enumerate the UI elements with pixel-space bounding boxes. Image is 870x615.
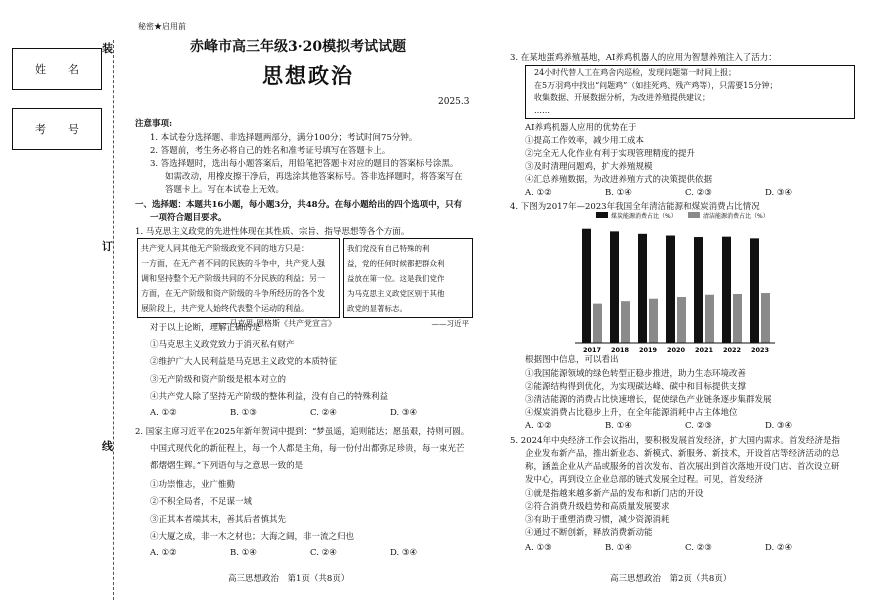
scenario-line: …… [534, 105, 550, 115]
exam-number-field[interactable] [12, 108, 102, 150]
q1-item: ③无产阶级和资产阶级是根本对立的 [150, 375, 287, 385]
q2-options [150, 548, 470, 558]
q2-stem-line: 中国式现代化的新征程上，每一个人都是主角，每一份付出都弥足珍贵，每一束光芒 [150, 444, 465, 454]
exam-date: 2025.3 [438, 97, 470, 107]
binding-char: 线 [102, 440, 113, 453]
quote-line: 展阶段上，共产党人始终代表整个运动的利益。 [141, 304, 309, 313]
quote-source: ——马克思 恩格斯《共产党宣言》 [213, 319, 336, 328]
q2-item: ④大厦之成，非一木之材也；大海之阔，非一流之归也 [150, 532, 355, 542]
bar-clean-2018 [621, 301, 630, 343]
quote-line: 益放在第一位。这是我们党作 [347, 274, 445, 283]
bar-coal-2021 [694, 237, 703, 343]
note-item: 2. 答题前，考生务必将自己的姓名和准考证号填写在答题卡上。 [150, 146, 391, 156]
q3-item: ④汇总养殖数据，为改进养殖方式的决策提供依据 [525, 175, 713, 185]
q2-item: ①功崇惟志，业广惟勤 [150, 480, 236, 490]
bar-clean-2017 [593, 304, 602, 343]
option-b[interactable]: B. ①④ [605, 421, 632, 431]
option-a[interactable]: A. ①② [525, 188, 552, 198]
note-item: 3. 答选择题时，选出每小题答案后，用铅笔把答题卡对应的题目的答案标号涂黑。 [150, 159, 459, 169]
quote-line: 政党的显著标志。 [347, 304, 407, 313]
quote-line: 方面，在无产阶级和资产阶级的斗争所经历的各个发 [141, 289, 325, 298]
q5-item: ④通过不断创新，释放消费新动能 [525, 528, 653, 538]
q4-ask: 根据图中信息，可以看出 [525, 355, 619, 365]
x-tick-label: 2018 [610, 346, 630, 354]
note-item: 如需改动，用橡皮擦干净后，再选涂其他答案标号。答非选择题时，将答案写在 [165, 172, 463, 182]
quote-line: 调和坚持整个无产阶级共同的不分民族的利益；另一 [141, 274, 325, 283]
q1-stem: 1. 马克思主义政党的先进性体现在其性质、宗旨、指导思想等各个方面。 [135, 227, 410, 237]
option-d[interactable]: D. ③④ [390, 548, 418, 558]
binding-strip [0, 0, 108, 615]
secret-label: 秘密★启用前 [138, 22, 186, 31]
bar-coal-2019 [638, 234, 647, 343]
q1-quote-xi [343, 238, 473, 328]
bar-coal-2023 [750, 238, 759, 343]
option-c[interactable]: C. ②③ [685, 188, 712, 198]
name-field[interactable] [12, 48, 102, 90]
q3-scenario-box [525, 65, 855, 119]
q3-ask: AI养鸡机器人应用的优势在于 [525, 123, 637, 133]
option-c[interactable]: C. ②③ [685, 543, 712, 553]
energy-consumption-chart [560, 212, 780, 354]
q1-options [150, 408, 470, 418]
binding-char: 订 [102, 240, 113, 253]
option-c[interactable]: C. ②④ [310, 548, 337, 558]
q4-options [525, 421, 845, 431]
q5-item: ①就是指越来越多新产品的发布和新门店的开设 [525, 489, 704, 499]
bar-clean-2020 [677, 297, 686, 343]
q4-item: ④煤炭消费占比稳步上升，在全年能源消耗中占主体地位 [525, 408, 738, 418]
scenario-line: 收集数据、开展数据分析，为改进养殖提供建议； [534, 93, 710, 102]
name-label: 姓 名 [35, 63, 79, 76]
page-footer-right: 高三思想政治 第2页（共8页） [610, 574, 732, 584]
option-d[interactable]: D. ③④ [765, 188, 793, 198]
q1-item: ②维护广大人民利益是马克思主义政党的本质特征 [150, 357, 338, 367]
bar-clean-2023 [761, 293, 770, 343]
scenario-line: 在5万羽鸡中找出“问题鸡”（如挂死鸡、残产鸡等），只需要15分钟； [534, 80, 778, 90]
option-c[interactable]: C. ②③ [685, 421, 712, 431]
legend-swatch [596, 212, 608, 218]
q3-stem: 3. 在某地蛋鸡养殖基地，AI养鸡机器人的应用为智慧养殖注入了活力： [510, 53, 777, 63]
exam-title: 赤峰市高三年级3·20模拟考试试题 [190, 39, 407, 55]
q4-item: ③清洁能源的消费占比快速增长，促使绿色产业链条逐步集群发展 [525, 395, 772, 405]
subject-title: 思想政治 [262, 64, 354, 88]
q1-item: ④共产党人除了坚持无产阶级的整体利益，没有自己的特殊利益 [150, 392, 389, 402]
option-b[interactable]: B. ①③ [230, 408, 257, 418]
q3-item: ②完全无人化作业有利于实现管理精度的提升 [525, 149, 696, 159]
q1-item: ①马克思主义政党致力于消灭私有财产 [150, 340, 295, 350]
x-tick-label: 2017 [582, 346, 602, 354]
q4-stem: 4. 下图为2017年—2023年我国全年清洁能源和煤炭消费占比情况 [510, 202, 760, 212]
x-tick-label: 2019 [638, 346, 658, 354]
q3-options [525, 188, 845, 198]
scenario-line: 24小时代替人工在鸡舍内巡检，发现问题第一时间上报； [534, 68, 737, 77]
option-d[interactable]: D. ③④ [765, 421, 793, 431]
q2-item: ③正其本者端其末，善其后者慎其先 [150, 515, 287, 525]
exam-number-label: 考 号 [35, 123, 79, 136]
notes-title: 注意事项: [135, 119, 173, 129]
quote-line: 益，党的任何时候都把群众利 [347, 259, 445, 268]
q2-stem-line: 2. 国家主席习近平在2025年新年贺词中提到：“梦虽遥，追则能达；愿虽艰，持则可圆。 [135, 427, 470, 437]
q4-item: ②能源结构得到优化，为实现碳达峰、碳中和目标提供支撑 [525, 382, 747, 392]
bar-coal-2018 [610, 231, 619, 343]
binding-line [113, 40, 114, 600]
bar-clean-2019 [649, 299, 658, 343]
q5-stem-line: 发中心，再到设立企业总部的链式发展全过程。可见，首发经济 [525, 475, 764, 485]
q3-item: ③及时清理问题鸡，扩大养殖规模 [525, 162, 653, 172]
x-tick-label: 2022 [722, 346, 742, 354]
option-a[interactable]: A. ①② [150, 548, 177, 558]
x-tick-label: 2021 [694, 346, 714, 354]
x-tick-label: 2023 [750, 346, 770, 354]
option-d[interactable]: D. ③④ [390, 408, 418, 418]
legend-label: 煤炭能源消费占比（%） [611, 213, 677, 220]
option-a[interactable]: A. ①② [525, 421, 552, 431]
bar-coal-2020 [666, 236, 675, 343]
q5-item: ②符合消费升级趋势和高质量发展要求 [525, 502, 670, 512]
note-item: 答题卡上。写在本试卷上无效。 [165, 185, 285, 195]
legend-swatch [688, 212, 700, 218]
bar-coal-2017 [582, 229, 591, 343]
option-d[interactable]: D. ②④ [765, 543, 793, 553]
quote-line: 一方面，在无产者不同的民族的斗争中，共产党人强 [141, 259, 325, 268]
option-a[interactable]: A. ①② [150, 408, 177, 418]
quote-line: 我们党没有自己特殊的利 [347, 244, 430, 253]
binding-char: 装 [102, 42, 113, 55]
q2-stem-line: 都熠熠生辉。”下列语句与之意思一致的是 [150, 461, 304, 471]
q1-ask: 对于以上论断，理解正确的是 [150, 323, 261, 333]
q5-options [525, 543, 845, 553]
q2-item: ②不积全局者，不足谋一域 [150, 497, 253, 507]
q4-item: ①我国能源领域的绿色转型正稳步推进，助力生态环境改善 [525, 369, 747, 379]
q3-item: ①提高工作效率，减少用工成本 [525, 136, 645, 146]
page-footer-left: 高三思想政治 第1页（共8页） [228, 574, 350, 584]
bar-coal-2022 [722, 237, 731, 343]
q5-item: ③有助于重塑消费习惯，减少资源消耗 [525, 515, 670, 525]
bar-clean-2021 [705, 295, 714, 343]
legend-label: 清洁能源消费占比（%） [703, 213, 769, 220]
q5-stem-line: 企业发布新产品，推出新业态、新模式、新服务、新技术，开设首店等经济活动的总 [525, 449, 840, 459]
section-heading-cont: 一项符合题目要求。 [150, 213, 227, 223]
x-tick-label: 2020 [666, 346, 686, 354]
note-item: 1. 本试卷分选择题、非选择题两部分，满分100分；考试时间75分钟。 [150, 133, 418, 143]
option-a[interactable]: A. ①③ [525, 543, 552, 553]
bar-clean-2022 [733, 294, 742, 343]
quote-line: 为马克思主义政党区别于其他 [347, 289, 445, 298]
q5-stem-line: 称，涵盖企业从产品或服务的首次发布、首次展出到首次落地开设门店、首次设立研 [525, 462, 840, 472]
option-b[interactable]: B. ①④ [605, 543, 632, 553]
section-heading: 一、选择题：本题共16小题，每小题3分，共48分。在每小题给出的四个选项中，只有 [135, 200, 463, 210]
quote-source: ——习近平 [431, 319, 469, 328]
q5-stem-line: 5. 2024年中央经济工作会议指出，要积极发展首发经济，扩大国内需求。首发经济是指 [510, 436, 840, 446]
option-c[interactable]: C. ②④ [310, 408, 337, 418]
option-b[interactable]: B. ①④ [230, 548, 257, 558]
option-b[interactable]: B. ①④ [605, 188, 632, 198]
quote-line: 共产党人同其他无产阶级政党不同的地方只是： [141, 244, 309, 253]
